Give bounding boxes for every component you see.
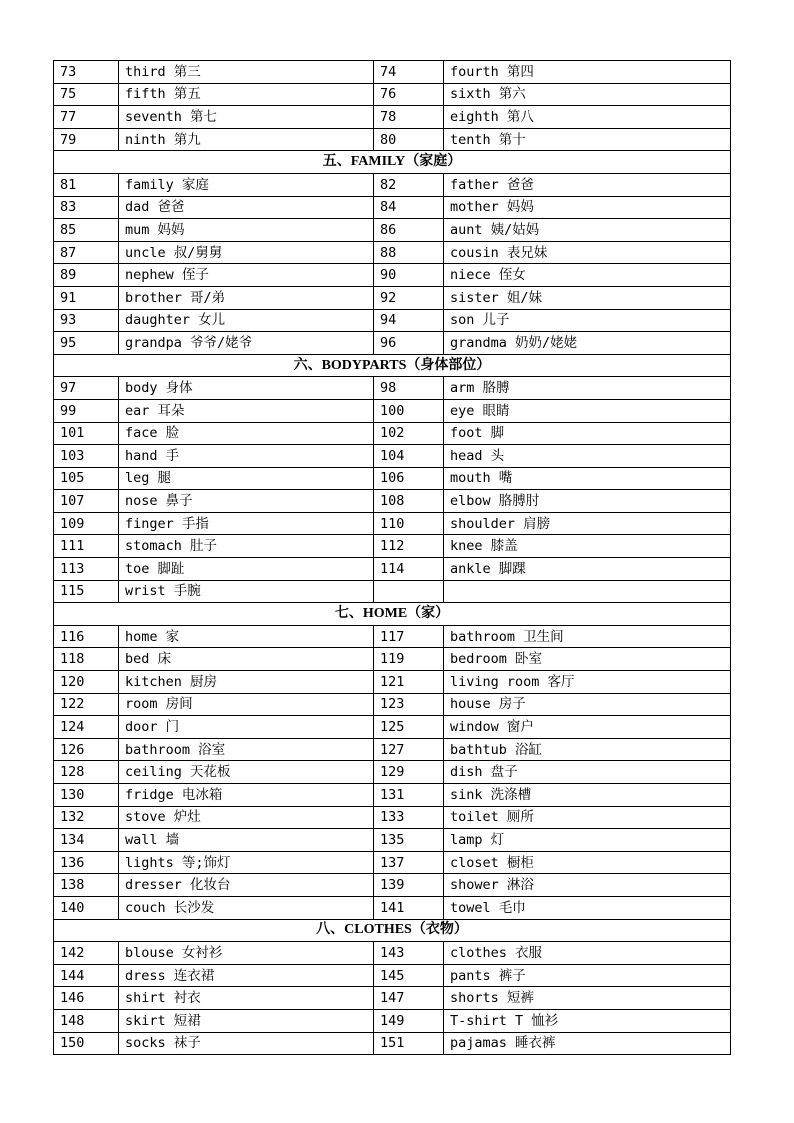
table-row (54, 332, 731, 355)
entry-word: lamp 灯 (444, 829, 731, 852)
table-row (54, 851, 731, 874)
entry-number: 144 (54, 964, 119, 987)
entry-word: blouse 女衬衫 (119, 942, 374, 965)
table-row (54, 422, 731, 445)
entry-number: 88 (374, 241, 444, 264)
entry-word: aunt 姨/姑妈 (444, 219, 731, 242)
entry-number: 89 (54, 264, 119, 287)
section-title: 七、HOME（家） (54, 603, 731, 626)
table-row (54, 399, 731, 422)
entry-word: living room 客厅 (444, 671, 731, 694)
entry-number: 134 (54, 829, 119, 852)
table-row (54, 580, 731, 603)
entry-number: 122 (54, 693, 119, 716)
entry-word: bathroom 浴室 (119, 738, 374, 761)
table-row (54, 83, 731, 106)
entry-word: niece 侄女 (444, 264, 731, 287)
entry-word: tenth 第十 (444, 128, 731, 151)
entry-word: shorts 短裤 (444, 987, 731, 1010)
entry-word: shirt 衬衣 (119, 987, 374, 1010)
entry-word: arm 胳膊 (444, 377, 731, 400)
entry-number (374, 580, 444, 603)
section-header-row (54, 354, 731, 377)
entry-word: ear 耳朵 (119, 399, 374, 422)
table-row (54, 1032, 731, 1055)
entry-word: daughter 女儿 (119, 309, 374, 332)
entry-word: nephew 侄子 (119, 264, 374, 287)
table-row (54, 467, 731, 490)
entry-word: grandpa 爷爷/姥爷 (119, 332, 374, 355)
entry-word: fifth 第五 (119, 83, 374, 106)
entry-word: towel 毛巾 (444, 896, 731, 919)
entry-word: son 儿子 (444, 309, 731, 332)
entry-word: father 爸爸 (444, 173, 731, 196)
entry-word: couch 长沙发 (119, 896, 374, 919)
entry-number: 82 (374, 173, 444, 196)
entry-number: 83 (54, 196, 119, 219)
entry-number: 142 (54, 942, 119, 965)
entry-word: door 门 (119, 716, 374, 739)
entry-number: 117 (374, 625, 444, 648)
entry-number: 97 (54, 377, 119, 400)
table-row (54, 264, 731, 287)
entry-word: pants 裤子 (444, 964, 731, 987)
entry-number: 138 (54, 874, 119, 897)
entry-number: 132 (54, 806, 119, 829)
entry-number: 127 (374, 738, 444, 761)
entry-number: 81 (54, 173, 119, 196)
entry-number: 103 (54, 445, 119, 468)
entry-word: pajamas 睡衣裤 (444, 1032, 731, 1055)
entry-number: 147 (374, 987, 444, 1010)
entry-word: uncle 叔/舅舅 (119, 241, 374, 264)
table-row (54, 784, 731, 807)
table-row (54, 806, 731, 829)
entry-word: dish 盘子 (444, 761, 731, 784)
entry-word: socks 袜子 (119, 1032, 374, 1055)
entry-word: toe 脚趾 (119, 558, 374, 581)
table-row (54, 309, 731, 332)
entry-word: elbow 胳膊肘 (444, 490, 731, 513)
section-header-row (54, 151, 731, 174)
entry-word: fourth 第四 (444, 61, 731, 84)
entry-word: nose 鼻子 (119, 490, 374, 513)
entry-number: 93 (54, 309, 119, 332)
entry-number: 74 (374, 61, 444, 84)
entry-word: ninth 第九 (119, 128, 374, 151)
table-row (54, 738, 731, 761)
table-row (54, 490, 731, 513)
entry-word: home 家 (119, 625, 374, 648)
table-row (54, 558, 731, 581)
entry-word: finger 手指 (119, 512, 374, 535)
entry-number: 120 (54, 671, 119, 694)
entry-number: 75 (54, 83, 119, 106)
section-title: 八、CLOTHES（衣物） (54, 919, 731, 942)
entry-word: eighth 第八 (444, 106, 731, 129)
entry-word: bed 床 (119, 648, 374, 671)
entry-number: 105 (54, 467, 119, 490)
table-row (54, 106, 731, 129)
entry-word: body 身体 (119, 377, 374, 400)
entry-number: 115 (54, 580, 119, 603)
entry-number: 98 (374, 377, 444, 400)
entry-number: 116 (54, 625, 119, 648)
entry-number: 125 (374, 716, 444, 739)
entry-number: 77 (54, 106, 119, 129)
table-row (54, 942, 731, 965)
entry-number: 133 (374, 806, 444, 829)
section-header-row (54, 603, 731, 626)
entry-word: mouth 嘴 (444, 467, 731, 490)
entry-word: shower 淋浴 (444, 874, 731, 897)
table-row (54, 987, 731, 1010)
table-row (54, 964, 731, 987)
table-row (54, 241, 731, 264)
entry-word: head 头 (444, 445, 731, 468)
entry-word: T-shirt T 恤衫 (444, 1009, 731, 1032)
table-row (54, 625, 731, 648)
entry-number: 143 (374, 942, 444, 965)
entry-word: window 窗户 (444, 716, 731, 739)
table-row (54, 196, 731, 219)
entry-word: grandma 奶奶/姥姥 (444, 332, 731, 355)
vocabulary-table-body (54, 61, 731, 1055)
entry-number: 113 (54, 558, 119, 581)
entry-word: toilet 厕所 (444, 806, 731, 829)
entry-number: 129 (374, 761, 444, 784)
entry-number: 124 (54, 716, 119, 739)
entry-word: sink 洗涤槽 (444, 784, 731, 807)
entry-number: 94 (374, 309, 444, 332)
entry-number: 86 (374, 219, 444, 242)
entry-number: 136 (54, 851, 119, 874)
table-row (54, 671, 731, 694)
entry-number: 84 (374, 196, 444, 219)
entry-number: 123 (374, 693, 444, 716)
entry-number: 130 (54, 784, 119, 807)
entry-word (444, 580, 731, 603)
entry-word: stomach 肚子 (119, 535, 374, 558)
entry-word: skirt 短裙 (119, 1009, 374, 1032)
entry-word: sixth 第六 (444, 83, 731, 106)
entry-number: 85 (54, 219, 119, 242)
entry-number: 121 (374, 671, 444, 694)
entry-word: foot 脚 (444, 422, 731, 445)
entry-number: 91 (54, 286, 119, 309)
entry-word: third 第三 (119, 61, 374, 84)
entry-number: 110 (374, 512, 444, 535)
entry-number: 78 (374, 106, 444, 129)
table-row (54, 829, 731, 852)
entry-number: 141 (374, 896, 444, 919)
entry-word: dresser 化妆台 (119, 874, 374, 897)
entry-word: ceiling 天花板 (119, 761, 374, 784)
table-row (54, 61, 731, 84)
entry-number: 73 (54, 61, 119, 84)
entry-number: 114 (374, 558, 444, 581)
entry-number: 106 (374, 467, 444, 490)
entry-number: 104 (374, 445, 444, 468)
section-title: 六、BODYPARTS（身体部位） (54, 354, 731, 377)
entry-number: 100 (374, 399, 444, 422)
entry-word: hand 手 (119, 445, 374, 468)
entry-word: mother 妈妈 (444, 196, 731, 219)
entry-word: house 房子 (444, 693, 731, 716)
entry-number: 108 (374, 490, 444, 513)
section-header-row (54, 919, 731, 942)
entry-word: ankle 脚踝 (444, 558, 731, 581)
entry-word: kitchen 厨房 (119, 671, 374, 694)
entry-number: 148 (54, 1009, 119, 1032)
entry-word: seventh 第七 (119, 106, 374, 129)
entry-number: 107 (54, 490, 119, 513)
entry-number: 109 (54, 512, 119, 535)
entry-word: room 房间 (119, 693, 374, 716)
entry-number: 150 (54, 1032, 119, 1055)
table-row (54, 716, 731, 739)
entry-word: leg 腿 (119, 467, 374, 490)
table-row (54, 512, 731, 535)
table-row (54, 693, 731, 716)
entry-word: sister 姐/妹 (444, 286, 731, 309)
entry-word: bathroom 卫生间 (444, 625, 731, 648)
entry-number: 90 (374, 264, 444, 287)
entry-number: 99 (54, 399, 119, 422)
entry-word: dad 爸爸 (119, 196, 374, 219)
entry-number: 101 (54, 422, 119, 445)
entry-word: shoulder 肩膀 (444, 512, 731, 535)
entry-number: 128 (54, 761, 119, 784)
entry-number: 102 (374, 422, 444, 445)
section-title: 五、FAMILY（家庭） (54, 151, 731, 174)
entry-number: 92 (374, 286, 444, 309)
table-row (54, 896, 731, 919)
entry-number: 139 (374, 874, 444, 897)
entry-number: 137 (374, 851, 444, 874)
entry-word: cousin 表兄妹 (444, 241, 731, 264)
entry-number: 145 (374, 964, 444, 987)
table-row (54, 1009, 731, 1032)
entry-number: 118 (54, 648, 119, 671)
entry-number: 96 (374, 332, 444, 355)
entry-word: brother 哥/弟 (119, 286, 374, 309)
entry-word: family 家庭 (119, 173, 374, 196)
entry-number: 87 (54, 241, 119, 264)
entry-number: 146 (54, 987, 119, 1010)
entry-word: wrist 手腕 (119, 580, 374, 603)
entry-number: 131 (374, 784, 444, 807)
table-row (54, 128, 731, 151)
table-row (54, 219, 731, 242)
table-row (54, 286, 731, 309)
entry-number: 95 (54, 332, 119, 355)
entry-word: clothes 衣服 (444, 942, 731, 965)
entry-number: 80 (374, 128, 444, 151)
entry-number: 126 (54, 738, 119, 761)
table-row (54, 377, 731, 400)
table-row (54, 535, 731, 558)
entry-word: stove 炉灶 (119, 806, 374, 829)
entry-number: 135 (374, 829, 444, 852)
entry-number: 111 (54, 535, 119, 558)
table-row (54, 874, 731, 897)
entry-number: 149 (374, 1009, 444, 1032)
entry-word: lights 等;饰灯 (119, 851, 374, 874)
entry-word: bedroom 卧室 (444, 648, 731, 671)
entry-word: bathtub 浴缸 (444, 738, 731, 761)
entry-number: 76 (374, 83, 444, 106)
entry-word: closet 橱柜 (444, 851, 731, 874)
table-row (54, 761, 731, 784)
entry-word: eye 眼睛 (444, 399, 731, 422)
entry-number: 140 (54, 896, 119, 919)
entry-word: mum 妈妈 (119, 219, 374, 242)
entry-number: 151 (374, 1032, 444, 1055)
vocabulary-table (53, 60, 731, 1055)
entry-word: dress 连衣裙 (119, 964, 374, 987)
entry-number: 119 (374, 648, 444, 671)
entry-word: knee 膝盖 (444, 535, 731, 558)
table-row (54, 648, 731, 671)
entry-number: 79 (54, 128, 119, 151)
entry-word: fridge 电冰箱 (119, 784, 374, 807)
entry-word: face 脸 (119, 422, 374, 445)
table-row (54, 173, 731, 196)
entry-number: 112 (374, 535, 444, 558)
table-row (54, 445, 731, 468)
entry-word: wall 墙 (119, 829, 374, 852)
